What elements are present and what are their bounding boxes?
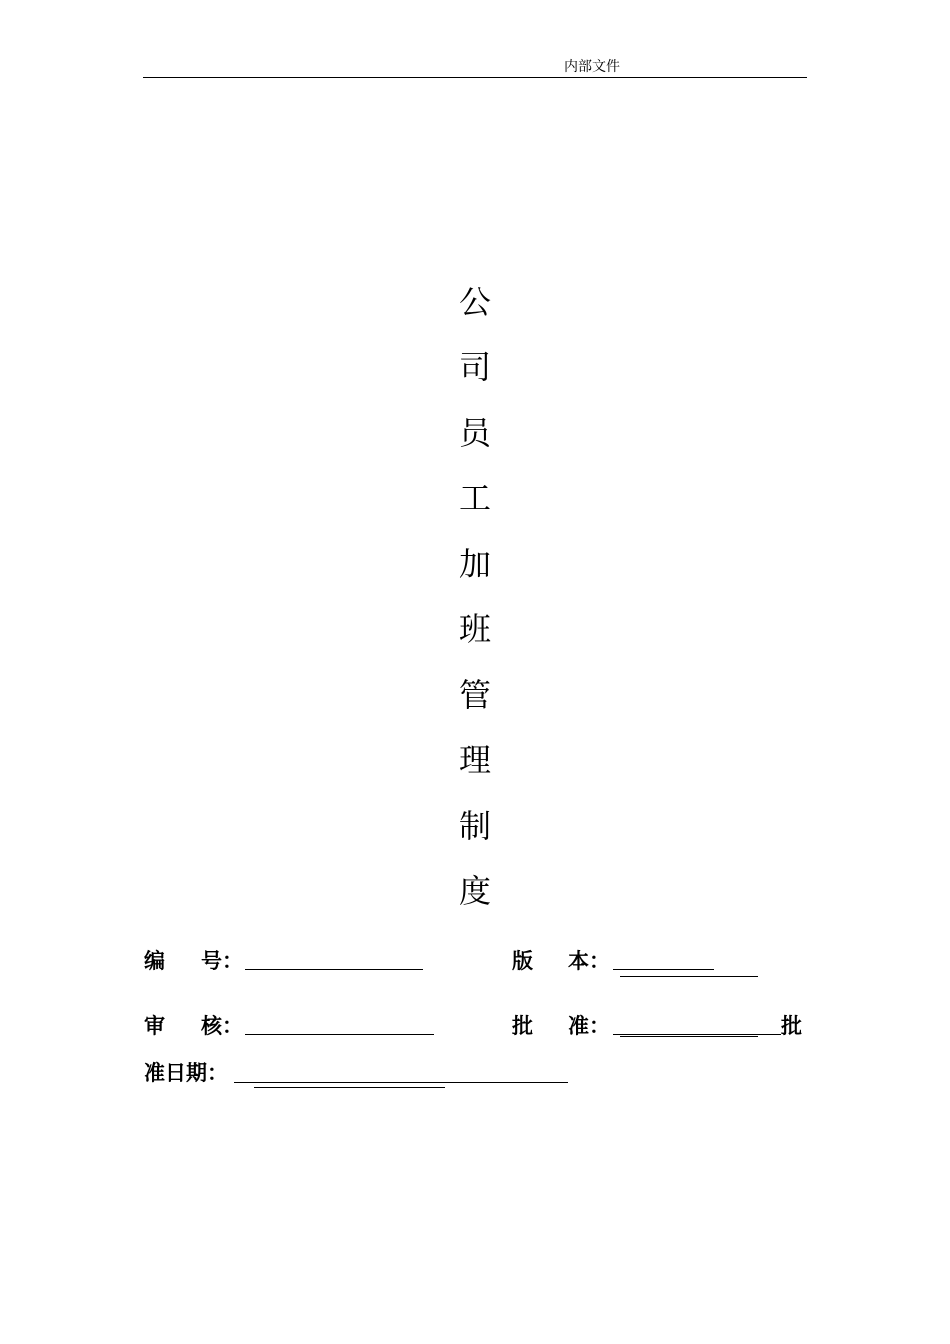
title-char: 司 <box>458 348 491 386</box>
version-label-a: 版 <box>512 949 533 973</box>
title-char: 班 <box>458 610 491 648</box>
code-label-a: 编 <box>144 949 165 973</box>
title-char: 公 <box>458 283 491 321</box>
code-label-b: 号： <box>201 949 243 973</box>
review-blank-line <box>245 1034 434 1035</box>
version-label-b: 本： <box>568 949 610 973</box>
version-blank-line <box>613 969 714 970</box>
header-rule <box>143 77 807 78</box>
approve-date-blank-line <box>234 1082 568 1083</box>
approve-date-blank-line-2 <box>254 1087 445 1088</box>
header-text: 内部文件 <box>564 59 620 75</box>
title-char: 制 <box>458 807 491 845</box>
review-label-a: 审 <box>144 1014 165 1038</box>
title-char: 工 <box>458 479 491 517</box>
title-char: 管 <box>458 676 491 714</box>
approve-label-b: 准： <box>568 1014 610 1038</box>
title-char: 理 <box>458 741 491 779</box>
review-label-b: 核： <box>201 1014 243 1038</box>
approve-date-label: 准日期： <box>144 1061 228 1085</box>
approve-label-a: 批 <box>512 1014 533 1038</box>
code-blank-line <box>245 969 423 970</box>
approve-blank-line-2 <box>620 1036 758 1037</box>
version-blank-line-2 <box>620 976 758 977</box>
title-char: 加 <box>458 545 491 583</box>
approve-tail: 批 <box>781 1014 802 1038</box>
title-char: 员 <box>458 414 491 452</box>
approve-blank-line <box>613 1034 781 1035</box>
title-char: 度 <box>458 872 491 910</box>
